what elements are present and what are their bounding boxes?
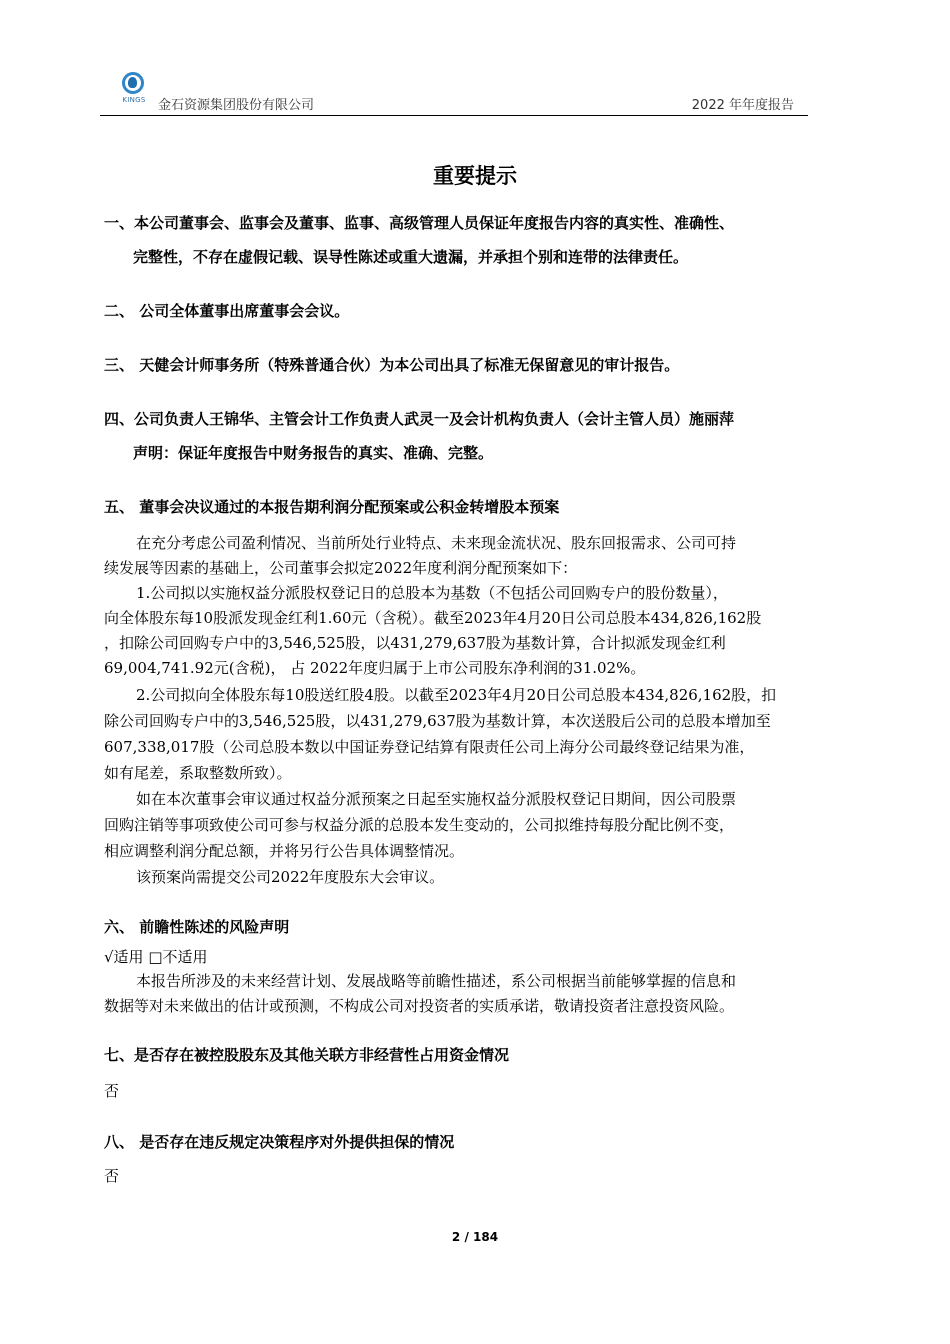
s5-p2-line-4: 69,004,741.92元(含税)， 占 2022年度归属于上市公司股东净利润的31.02%。	[104, 659, 646, 677]
section-1-line-2: 完整性，不存在虚假记载、误导性陈述或重大遗漏，并承担个别和连带的法律责任。	[133, 248, 689, 266]
s5-p4-line-2: 回购注销等事项致使公司可参与权益分派的总股本发生变动的，公司拟维持每股分配比例不变，	[104, 816, 735, 834]
logo-text: KINGS	[122, 96, 146, 104]
s5-p5: 该预案尚需提交公司2022年度股东大会审议。	[136, 868, 445, 886]
s5-p4-line-1: 如在本次董事会审议通过权益分派预案之日起至实施权益分派股权登记日期间，因公司股票	[136, 790, 737, 808]
s5-p4-line-3: 相应调整利润分配总额，并将另行公告具体调整情况。	[104, 842, 465, 860]
report-title: 2022 年年度报告	[691, 98, 794, 113]
s6-p-line-2: 数据等对未来做出的估计或预测，不构成公司对投资者的实质承诺，敬请投资者注意投资风险。	[104, 997, 735, 1015]
s5-p2-line-1: 1.公司拟以实施权益分派股权登记日的总股本为基数（不包括公司回购专户的股份数量），	[136, 584, 728, 602]
s5-p2-line-3: ，扣除公司回购专户中的3,546,525股，以431,279,637股为基数计算，合计拟派发现金红利	[104, 634, 726, 652]
s5-p1-line-1: 在充分考虑公司盈利情况、当前所处行业特点、未来现金流状况、股东回报需求、公司可持	[136, 534, 737, 552]
company-logo	[114, 72, 150, 112]
section-3: 三、 天健会计师事务所（特殊普通合伙）为本公司出具了标准无保留意见的审计报告。	[104, 356, 680, 374]
s5-p1-line-2: 续发展等因素的基础上，公司董事会拟定2022年度利润分配预案如下：	[104, 559, 578, 577]
section-7-heading: 七、是否存在被控股股东及其他关联方非经营性占用资金情况	[104, 1046, 510, 1064]
s5-p3-line-2: 除公司回购专户中的3,546,525股，以431,279,637股为基数计算，本次送股后公司的总股本增加至	[104, 712, 771, 730]
section-8-answer: 否	[104, 1167, 120, 1185]
section-1-line-1: 一、本公司董事会、监事会及董事、监事、高级管理人员保证年度报告内容的真实性、准确性、	[104, 214, 735, 232]
section-8-heading: 八、 是否存在违反规定决策程序对外提供担保的情况	[104, 1133, 455, 1151]
page-title: 重要提示	[433, 164, 517, 188]
page-number: 2 / 184	[451, 1230, 499, 1244]
section-4-line-1: 四、公司负责人王锦华、主管会计工作负责人武灵一及会计机构负责人（会计主管人员）施丽萍	[104, 410, 735, 428]
s5-p3-line-1: 2.公司拟向全体股东每10股送红股4股。以截至2023年4月20日公司总股本434,826,162股，扣	[136, 686, 777, 704]
section-2: 二、 公司全体董事出席董事会会议。	[104, 302, 350, 320]
section-6-heading: 六、 前瞻性陈述的风险声明	[104, 918, 290, 936]
page-header	[100, 70, 808, 116]
section-5-heading: 五、 董事会决议通过的本报告期利润分配预案或公积金转增股本预案	[104, 498, 560, 516]
s5-p2-line-2: 向全体股东每10股派发现金红利1.60元（含税）。截至2023年4月20日公司总股本434,826,162股	[104, 609, 762, 627]
s5-p3-line-3: 607,338,017股（公司总股本数以中国证券登记结算有限责任公司上海分公司最终登记结果为准，	[104, 738, 755, 756]
s6-p-line-1: 本报告所涉及的未来经营计划、发展战略等前瞻性描述，系公司根据当前能够掌握的信息和	[136, 972, 737, 990]
company-name: 金石资源集团股份有限公司	[158, 98, 315, 113]
section-7-answer: 否	[104, 1082, 120, 1100]
section-4-line-2: 声明：保证年度报告中财务报告的真实、准确、完整。	[133, 444, 494, 462]
applicable-status: √适用 □不适用	[104, 948, 208, 966]
s5-p3-line-4: 如有尾差，系取整数所致）。	[104, 764, 292, 782]
